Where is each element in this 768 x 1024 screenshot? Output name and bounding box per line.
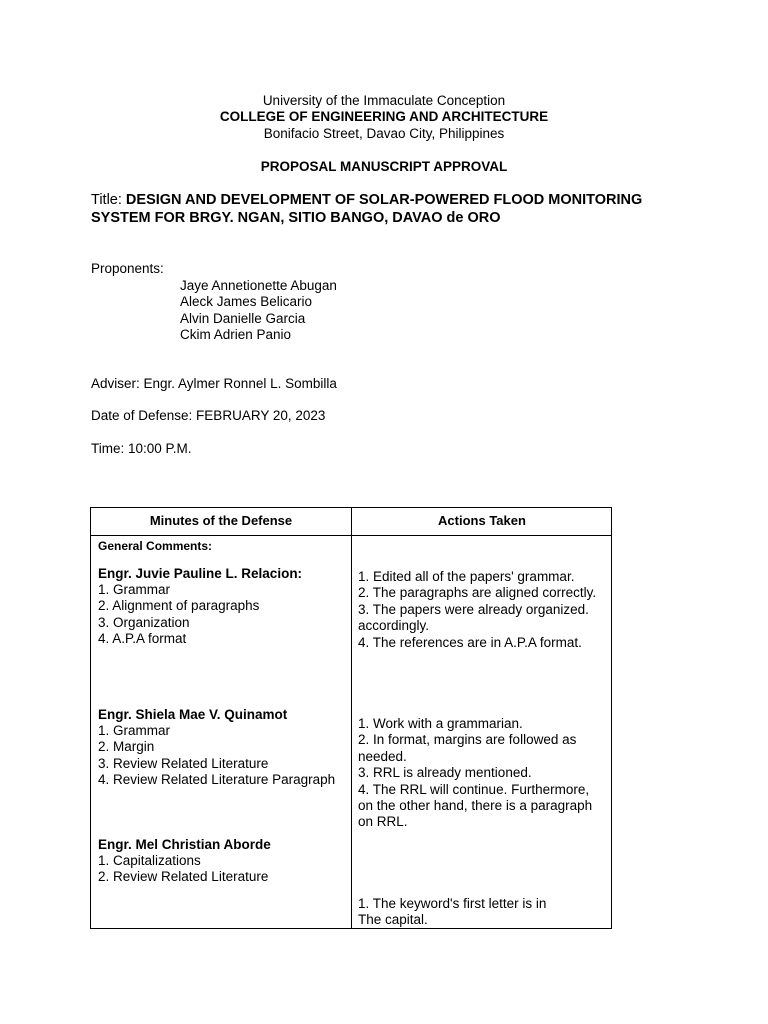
- date-of-defense: Date of Defense: FEBRUARY 20, 2023: [91, 408, 326, 423]
- proponent-name: Alvin Danielle Garcia: [180, 311, 306, 326]
- comment-item: 2. Margin: [98, 739, 155, 755]
- panelist-name: Engr. Mel Christian Aborde: [98, 837, 271, 852]
- column-header-minutes: Minutes of the Defense: [149, 513, 293, 528]
- panelist-comments: [98, 723, 335, 789]
- action-item: 1. The keyword's first letter is in: [358, 896, 547, 911]
- action-item: needed.: [358, 748, 407, 764]
- university-name: University of the Immaculate Conception: [262, 93, 506, 108]
- panelist-comments: [98, 853, 268, 886]
- panelist-actions: [358, 716, 592, 831]
- panelist-comments: [98, 582, 259, 648]
- comment-item: 2. Review Related Literature: [98, 869, 269, 885]
- proponent-name: Ckim Adrien Panio: [180, 327, 292, 342]
- proponent-name: Aleck James Belicario: [180, 294, 313, 309]
- action-item: 4. The RRL will continue. Furthermore,: [358, 781, 590, 797]
- defense-time: Time: 10:00 P.M.: [91, 441, 192, 456]
- college-address: Bonifacio Street, Davao City, Philippines: [263, 126, 505, 141]
- column-divider: [351, 508, 352, 928]
- comment-item: 4. A.P.A format: [98, 631, 187, 647]
- approval-heading: PROPOSAL MANUSCRIPT APPROVAL: [260, 159, 508, 174]
- title-line-1: DESIGN AND DEVELOPMENT OF SOLAR-POWERED FLOOD MONITORING: [125, 192, 643, 208]
- action-item: 2. The paragraphs are aligned correctly.: [358, 585, 597, 601]
- adviser-line: Adviser: Engr. Aylmer Ronnel L. Sombilla: [91, 376, 337, 391]
- action-item: 3. The papers were already organized.: [358, 601, 589, 617]
- panelist-actions: [358, 569, 596, 651]
- action-item: 1. Work with a grammarian.: [358, 716, 523, 731]
- action-item: The capital.: [358, 912, 428, 928]
- action-item: 4. The references are in A.P.A format.: [358, 634, 582, 650]
- action-item: 2. In format, margins are followed as: [358, 732, 577, 748]
- panelist-name: Engr. Juvie Pauline L. Relacion:: [98, 566, 303, 581]
- comment-item: 1. Grammar: [98, 723, 171, 738]
- header-divider: [91, 535, 611, 536]
- action-item: accordingly.: [358, 618, 430, 634]
- general-comments-label: General Comments:: [98, 539, 213, 553]
- action-item: 1. Edited all of the papers' grammar.: [358, 569, 575, 584]
- comment-item: 2. Alignment of paragraphs: [98, 598, 260, 614]
- panelist-name: Engr. Shiela Mae V. Quinamot: [98, 707, 288, 722]
- comment-item: 1. Capitalizations: [98, 853, 201, 868]
- comment-item: 3. Organization: [98, 614, 190, 630]
- title-line-2: SYSTEM FOR BRGY. NGAN, SITIO BANGO, DAVAO de ORO: [91, 210, 501, 226]
- proponents-label: Proponents:: [91, 261, 164, 276]
- manuscript-title: [91, 191, 691, 227]
- column-header-actions: Actions Taken: [438, 513, 526, 528]
- action-item: on RRL.: [358, 814, 408, 830]
- comment-item: 3. Review Related Literature: [98, 755, 269, 771]
- panelist-actions: [358, 896, 546, 929]
- comment-item: 4. Review Related Literature Paragraph: [98, 772, 336, 788]
- action-item: 3. RRL is already mentioned.: [358, 765, 532, 781]
- defense-minutes-table: [90, 507, 612, 929]
- comment-item: 1. Grammar: [98, 582, 171, 597]
- proponent-name: Jaye Annetionette Abugan: [180, 278, 337, 293]
- title-label: Title:: [91, 192, 122, 208]
- college-name: COLLEGE OF ENGINEERING AND ARCHITECTURE: [219, 109, 549, 124]
- action-item: on the other hand, there is a paragraph: [358, 798, 593, 814]
